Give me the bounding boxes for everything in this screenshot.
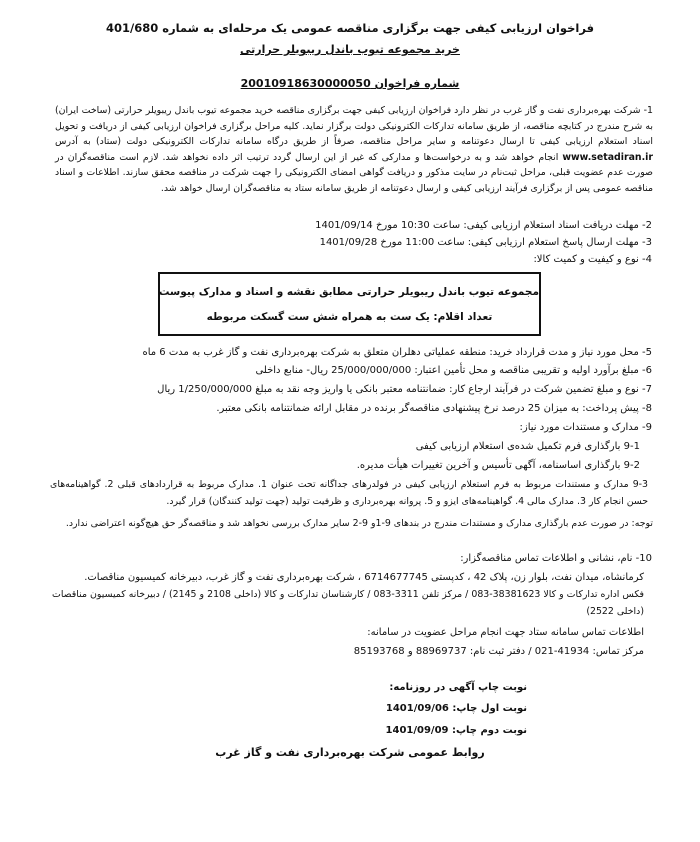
item-6: 6- مبلغ برآورد اولیه و تقریبی مناقصه و محل تأمین اعتبار: 25/000/000/000 ریال- منابع داخلی [255, 365, 652, 376]
publish-heading: نوبت چاپ آگهی در روزنامه: [389, 682, 527, 693]
item-10: 10- نام، نشانی و اطلاعات تماس مناقصه‌گزار: [460, 553, 652, 564]
item-9-2: 9-2 بارگذاری اساسنامه، آگهی تأسیس و آخرین تغییرات هیأت مدیره. [356, 460, 640, 471]
note: توجه: در صورت عدم بارگذاری مدارک و مستندات مندرج در بندهای 9-1و 9-2 سایر مدارک بررسی نخواهد شد و مناقصه‌گر حق هیچ‌گونه اعتراضی ندارد. [65, 518, 653, 529]
item-1-prefix: 1- [640, 105, 653, 116]
publish-first: نوبت اول چاپ: 1401/09/06 [385, 703, 527, 714]
goods-description-box [158, 272, 541, 336]
item-3: 3- مهلت ارسال پاسخ استعلام ارزیابی کیفی: ساعت 11:00 مورخ 1401/09/28 [319, 237, 652, 248]
setad-url-link[interactable]: www.setadiran.ir [562, 151, 653, 163]
item-1-paragraph [55, 103, 653, 196]
setad-contact: اطلاعات تماس سامانه ستاد جهت انجام مراحل عضویت در سامانه: [367, 627, 644, 638]
item-9: 9- مدارک و مستندات مورد نیاز: [519, 422, 652, 433]
item-2: 2- مهلت دریافت اسناد استعلام ارزیابی کیفی: ساعت 10:30 مورخ 1401/09/14 [315, 220, 652, 231]
document-subject: خرید مجموعه تیوب باندل ریبویلر حرارتی [240, 43, 460, 56]
publish-second: نوبت دوم چاپ: 1401/09/09 [385, 725, 527, 736]
call-number: شماره فراخوان 20010918630000050 [240, 77, 460, 90]
goods-description-line-2: تعداد اقلام: یک ست به همراه شش ست گسکت مربوطه [206, 311, 493, 323]
item-8: 8- پیش پرداخت: به میزان 25 درصد نرخ پیشنهادی مناقصه‌گر برنده در مقابل ارائه ضمانتنامه بانکی معتبر. [216, 403, 652, 414]
item-4: 4- نوع و کیفیت و کمیت کالا: [533, 254, 652, 265]
footer-public-relations: روابط عمومی شرکت بهره‌برداری نفت و گاز غرب [215, 746, 485, 759]
goods-description-line-1: مجموعه تیوب باندل ریبویلر حرارتی مطابق نقشه و اسناد و مدارک پیوست [158, 286, 539, 298]
call-center: مرکز تماس: 41934-021 / دفتر ثبت نام: 88969737 و 85193768 [353, 646, 644, 657]
document-title: فراخوان ارزیابی کیفی جهت برگزاری مناقصه عمومی یک مرحله‌ای به شماره 401/680 [105, 21, 595, 35]
item-1-text-after-url: انجام خواهد شد و به درخواست‌ها و مدارکی که غیر از این ارسال گردد ترتیب اثر داده نخواهد شد. لازم است مناقصه‌گران در صورت عدم عضویت قبلی، مراحل ثبت‌نام در سایت مذکور و دریافت گواهی امضای الکترونیکی را جهت شرکت در مناقصه محقق سازند. اطلاعات و اسناد مناقصه عمومی پس از برگزاری فرآیند ارزیابی کیفی و ارسال دعوتنامه از طریق سامانه ستاد به مناقصه‌گران ارسال خواهد شد. [55, 151, 653, 194]
fax-and-phones: فکس اداره تدارکات و کالا 38381623-083 / مرکز تلفن 3311-083 / کارشناسان تدارکات و کالا (داخلی 2108 و 2145) / دبیرخانه کمیسیون مناقصات (داخلی 2522) [52, 589, 644, 617]
address: کرمانشاه، میدان نفت، بلوار زن، پلاک 42 ، کدپستی 6714677745 ، شرکت بهره‌برداری نفت و گاز غرب، دبیرخانه کمیسیون مناقصات. [84, 572, 644, 583]
item-5: 5- محل مورد نیاز و مدت قرارداد خرید: منطقه عملیاتی دهلران متعلق به شرکت بهره‌برداری نفت و گاز غرب به مدت 6 ماه [142, 347, 652, 358]
item-1-text: شرکت بهره‌برداری نفت و گاز غرب در نظر دارد فراخوان ارزیابی کیفی جهت برگزاری مناقصه خرید مجموعه تیوب باندل ریبویلر حرارتی (ساخت ایران) به شرح مندرج در کتابچه مناقصه، از طریق سامانه تدارکات الکترونیکی دولت برگزار نماید. کلیه مراحل برگزاری فراخوان ارزیابی کیفی از دریافت و تحویل اسناد استعلام ارزیابی کیفی تا ارسال دعوتنامه و سایر مراحل مناقصه، صرفاً از طریق درگاه سامانه تدارکات الکترونیکی دولت (ستاد) به آدرس [55, 105, 653, 147]
item-9-3: 9-3 مدارک و مستندات مربوط به فرم استعلام ارزیابی کیفی در فولدرهای جداگانه تحت عنوان 1. مدارک مربوط به قراردادهای قبلی 2. گواهینامه‌های حسن انجام کار 3. مدارک مالی 4. گواهینامه‌های ایزو و 5. پروانه بهره‌برداری و ظرفیت تولید (جهت تولید کنندگان) قرار گیرد. [50, 479, 648, 507]
item-7: 7- نوع و مبلغ تضمین شرکت در فرآیند ارجاع کار: ضمانتنامه معتبر بانکی یا واریز وجه نقد به مبلغ 1/250/000/000 ریال [157, 384, 652, 395]
item-9-1: 9-1 بارگذاری فرم تکمیل شده‌ی استعلام ارزیابی کیفی [415, 441, 640, 452]
